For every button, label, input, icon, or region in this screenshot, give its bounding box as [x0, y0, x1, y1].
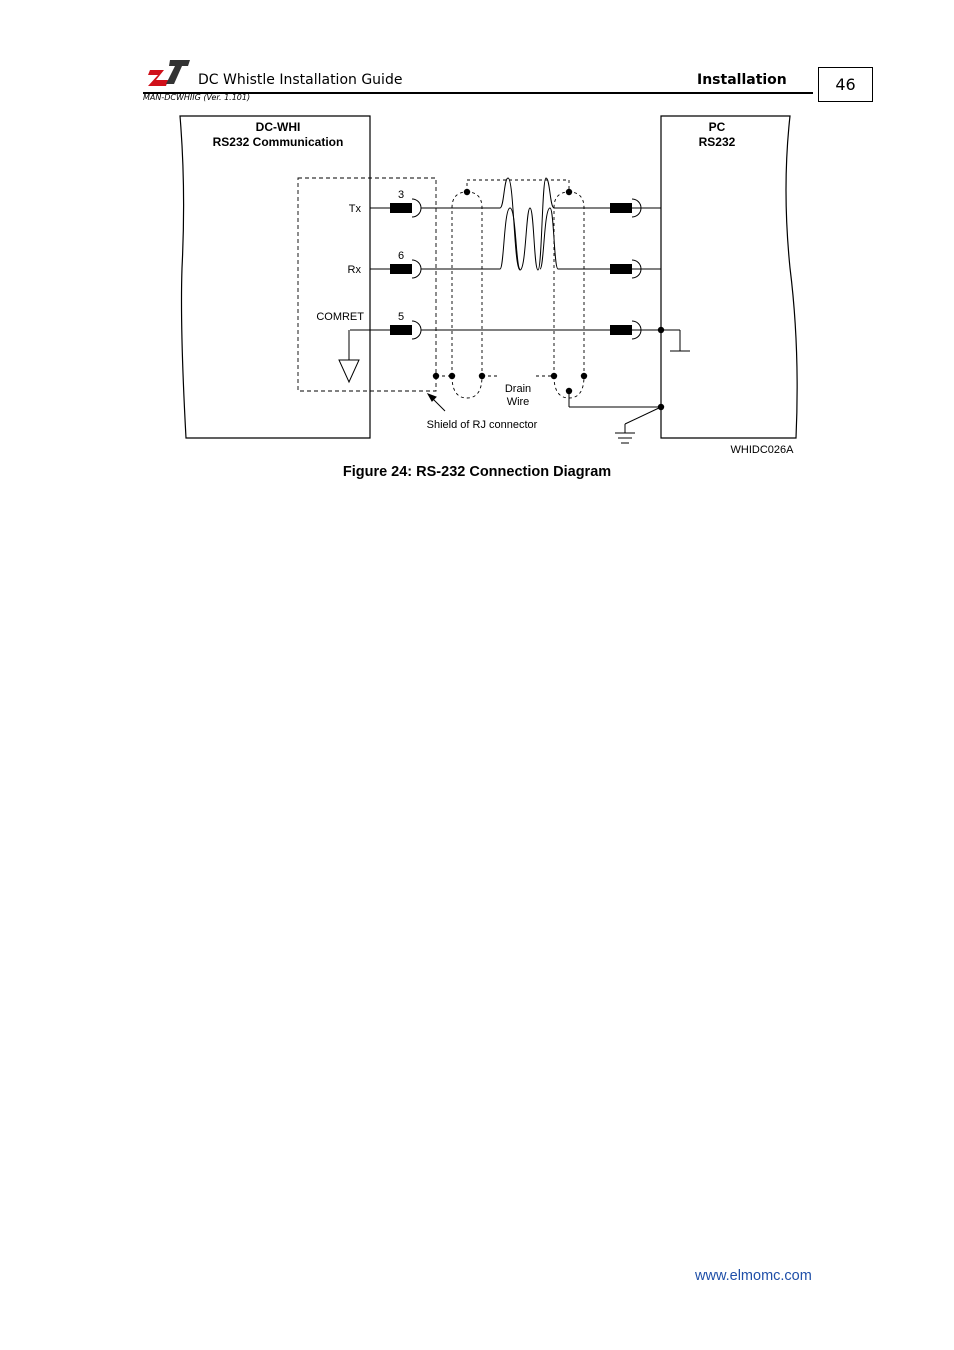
right-box-subtitle: RS232: [698, 135, 736, 149]
figure-code: WHIDC026A: [730, 444, 794, 456]
signal-tx-pin: 3: [397, 189, 405, 201]
drain-wire-label-2: Wire: [506, 396, 530, 408]
left-box-subtitle: RS232 Communication: [212, 135, 344, 149]
drain-wire-label-1: Drain: [504, 383, 532, 395]
document-version: MAN-DCWHIIG (Ver. 1.101): [143, 93, 251, 102]
section-title: Installation: [697, 72, 787, 88]
elmo-logo: [148, 56, 192, 90]
signal-comret-pin: 5: [397, 311, 405, 323]
left-box-title: DC-WHI: [255, 120, 301, 134]
document-title: DC Whistle Installation Guide: [198, 72, 403, 88]
signal-tx-label: Tx: [348, 203, 361, 215]
signal-comret-label: COMRET: [316, 311, 364, 323]
right-box-title: PC: [708, 120, 726, 134]
page-number: 46: [818, 67, 873, 102]
shield-label: Shield of RJ connector: [426, 419, 538, 431]
rs232-connection-diagram: [170, 108, 810, 460]
website-link[interactable]: www.elmomc.com: [695, 1268, 812, 1284]
signal-rx-label: Rx: [347, 264, 361, 276]
figure-caption: Figure 24: RS-232 Connection Diagram: [342, 464, 612, 480]
signal-rx-pin: 6: [397, 250, 405, 262]
